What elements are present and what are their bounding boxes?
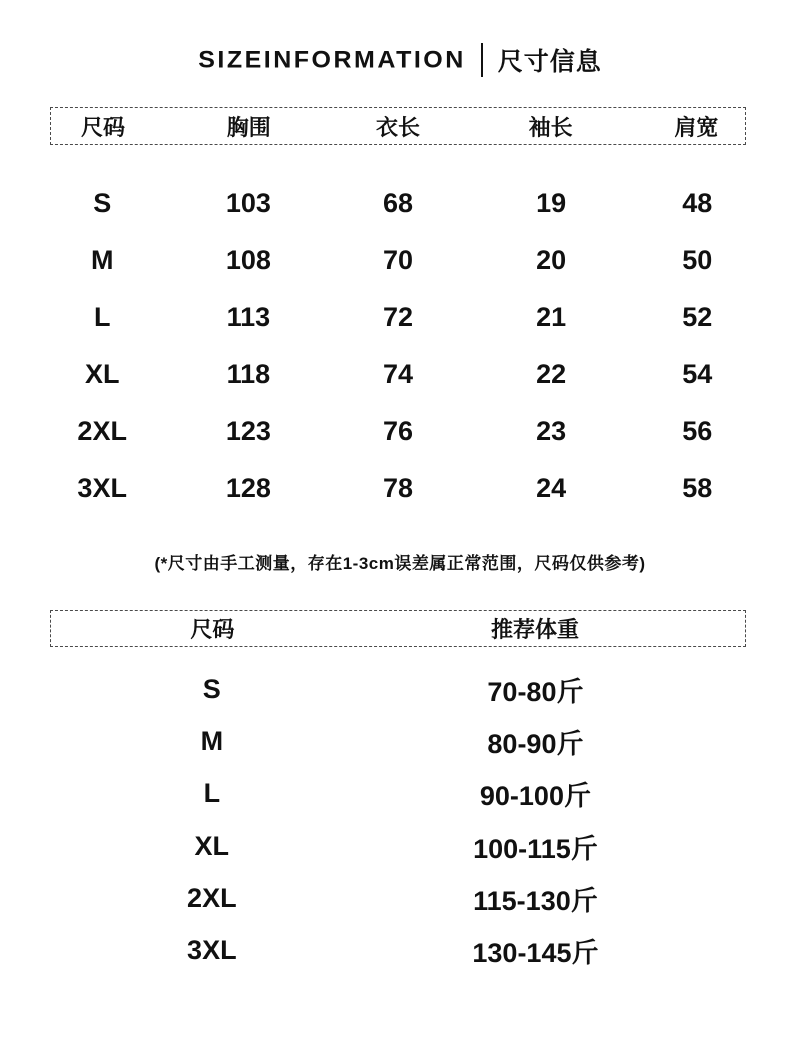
sleeve-value: 24 [536, 473, 567, 503]
chest-value: 103 [225, 188, 271, 218]
measurement-note: (*尺寸由手工测量，存在1-3cm误差属正常范围，尺码仅供参考) [154, 554, 646, 573]
length-value: 72 [382, 302, 413, 332]
size-table-header-length: 衣长 [375, 114, 420, 140]
table-row [50, 175, 746, 232]
sleeve-value: 20 [536, 245, 567, 275]
title-chinese: 尺寸信息 [497, 48, 602, 76]
weight-range: 130-145斤 [472, 938, 599, 969]
size-label: S [202, 673, 221, 704]
weight-table-body [50, 663, 746, 977]
title-english: SIZEINFORMATION [198, 46, 466, 73]
chest-value: 108 [225, 245, 271, 275]
sleeve-value: 22 [536, 359, 567, 389]
size-label: 2XL [77, 416, 127, 446]
chest-value: 128 [225, 473, 271, 503]
shoulder-value: 54 [682, 359, 713, 389]
title-divider-bar [481, 43, 483, 77]
weight-table-header-size: 尺码 [190, 617, 235, 642]
table-row [50, 820, 697, 872]
size-table-header-size: 尺码 [81, 114, 126, 140]
sleeve-value: 23 [536, 416, 567, 446]
shoulder-value: 56 [682, 416, 713, 446]
length-value: 74 [382, 359, 413, 389]
size-table-header-shoulder: 肩宽 [674, 114, 719, 140]
table-row [50, 715, 697, 767]
shoulder-value: 48 [682, 188, 713, 218]
size-label: XL [194, 830, 230, 861]
table-row [50, 403, 746, 460]
weight-table-header-weight: 推荐体重 [491, 617, 580, 642]
size-label: M [200, 725, 224, 756]
size-label: 2XL [187, 882, 237, 913]
size-label: M [90, 245, 114, 275]
length-value: 78 [382, 473, 413, 503]
sleeve-value: 21 [536, 302, 567, 332]
table-row [50, 768, 697, 820]
weight-range: 90-100斤 [479, 781, 591, 812]
weight-table-header [50, 610, 746, 647]
table-row [50, 289, 746, 346]
size-label: 3XL [77, 473, 127, 503]
shoulder-value: 52 [682, 302, 713, 332]
weight-range: 100-115斤 [473, 833, 598, 864]
page-title [0, 40, 800, 80]
size-label: L [93, 302, 111, 332]
length-value: 76 [382, 416, 413, 446]
table-row [50, 663, 697, 715]
shoulder-value: 50 [682, 245, 713, 275]
size-label: XL [84, 359, 120, 389]
table-row [50, 872, 697, 924]
length-value: 68 [382, 188, 413, 218]
size-label: L [203, 778, 221, 809]
table-row [50, 232, 746, 289]
length-value: 70 [382, 245, 413, 275]
table-row [50, 346, 746, 403]
size-table-header [50, 107, 746, 145]
size-table-header-chest: 胸围 [226, 114, 271, 140]
size-label: 3XL [187, 935, 237, 966]
sleeve-value: 19 [536, 188, 567, 218]
chest-value: 118 [226, 359, 271, 389]
table-row [50, 460, 746, 517]
weight-range: 80-90斤 [487, 728, 584, 759]
chest-value: 123 [225, 416, 271, 446]
size-table-body [50, 175, 746, 517]
chest-value: 113 [226, 302, 271, 332]
shoulder-value: 58 [682, 473, 713, 503]
weight-range: 115-130斤 [473, 885, 598, 916]
size-label: S [93, 188, 112, 218]
weight-range: 70-80斤 [487, 676, 584, 707]
size-table-header-sleeve: 袖长 [528, 114, 573, 140]
table-row [50, 924, 697, 976]
